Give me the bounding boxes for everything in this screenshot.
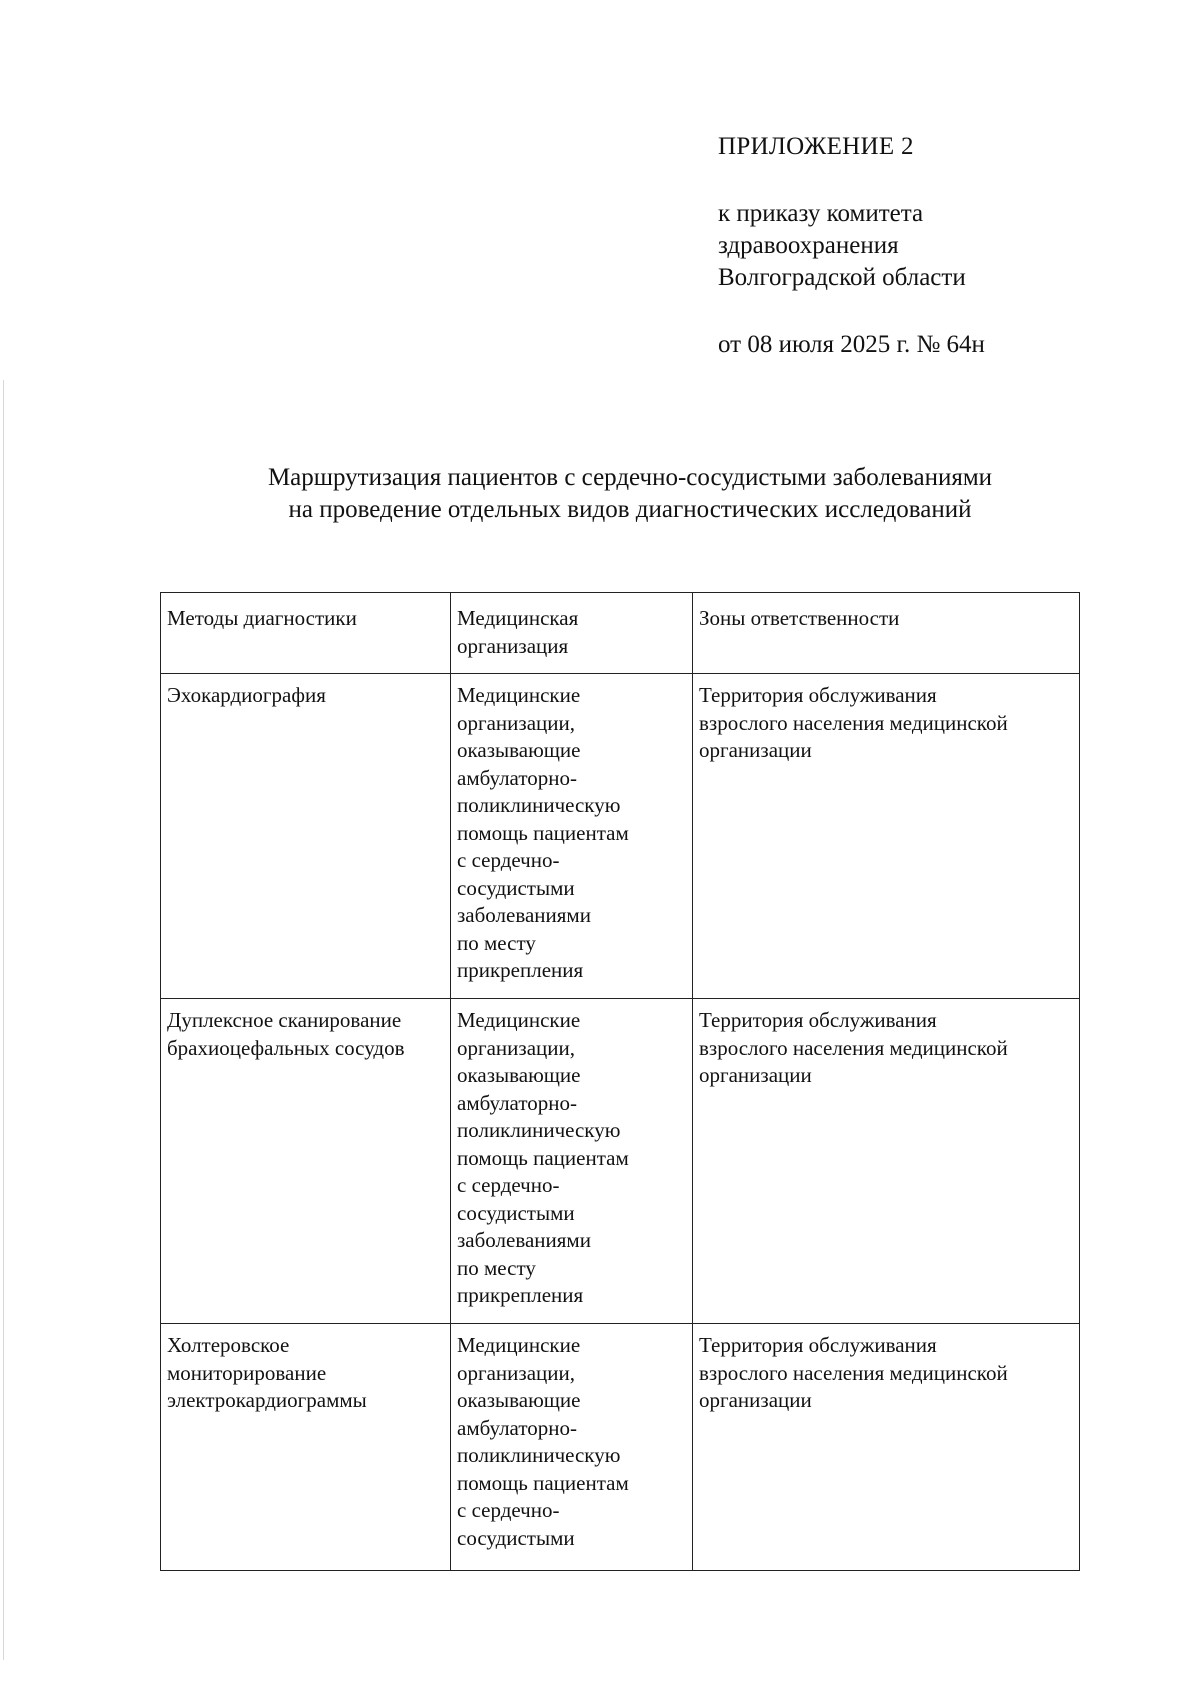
order-reference-line: к приказу комитета	[718, 200, 924, 227]
table-header-row	[161, 593, 1080, 674]
cell-line: Территория обслуживания	[699, 1333, 937, 1357]
cell-line: Дуплексное сканирование	[167, 1008, 402, 1032]
cell-line: Медицинские	[457, 1008, 581, 1032]
routing-table	[160, 592, 1080, 1571]
cell-line: амбулаторно-	[457, 765, 577, 790]
cell-line: по месту	[457, 930, 536, 955]
cell-line: Холтеровское	[167, 1333, 290, 1357]
cell-line: Территория обслуживания	[699, 683, 937, 707]
cell-line: взрослого населения медицинской	[699, 1035, 1008, 1060]
cell-line: сосудистыми	[457, 875, 575, 900]
document-title-line: Маршрутизация пациентов с сердечно-сосудистыми заболеваниями	[267, 464, 993, 491]
cell-line: мониторирование	[167, 1360, 327, 1385]
annex-title: ПРИЛОЖЕНИЕ 2	[718, 133, 914, 160]
cell-line: организации,	[457, 710, 575, 735]
cell-method	[161, 999, 451, 1324]
cell-line: организации	[699, 1063, 812, 1087]
table-row	[161, 999, 1080, 1324]
order-reference	[718, 198, 966, 294]
cell-organization	[451, 674, 693, 999]
cell-line: взрослого населения медицинской	[699, 1360, 1008, 1385]
header-line: организация	[457, 633, 569, 658]
cell-line: амбулаторно-	[457, 1415, 577, 1440]
cell-zone	[693, 999, 1080, 1324]
cell-line: оказывающие	[457, 1063, 581, 1087]
cell-line: оказывающие	[457, 738, 581, 762]
cell-zone	[693, 1324, 1080, 1571]
cell-line: с сердечно-	[457, 1498, 560, 1522]
cell-line: заболеваниями	[457, 1228, 591, 1252]
cell-line: электрокардиограммы	[167, 1388, 367, 1412]
cell-line: организации	[699, 1388, 812, 1412]
cell-line: поликлиническую	[457, 1118, 621, 1142]
order-date: от 08 июля 2025 г. № 64н	[718, 331, 985, 358]
cell-organization	[451, 999, 693, 1324]
cell-line: помощь пациентам	[457, 820, 629, 845]
cell-line: сосудистыми	[457, 1200, 575, 1225]
order-reference-line: здравоохранения	[718, 232, 899, 259]
cell-line: амбулаторно-	[457, 1090, 577, 1115]
cell-line: оказывающие	[457, 1388, 581, 1412]
cell-line: организации	[699, 738, 812, 762]
cell-line: брахиоцефальных сосудов	[167, 1035, 405, 1060]
document-title-line: на проведение отдельных видов диагностических исследований	[288, 496, 972, 523]
cell-line: с сердечно-	[457, 1173, 560, 1197]
cell-line: Медицинские	[457, 1333, 581, 1357]
cell-line: Эхокардиография	[167, 683, 326, 707]
table-row	[161, 674, 1080, 999]
order-reference-line: Волгоградской области	[718, 264, 966, 291]
cell-line: сосудистыми	[457, 1525, 575, 1550]
cell-line: организации,	[457, 1360, 575, 1385]
cell-line: взрослого населения медицинской	[699, 710, 1008, 735]
header-line: Зоны ответственности	[699, 606, 900, 630]
cell-line: организации,	[457, 1035, 575, 1060]
cell-line: помощь пациентам	[457, 1470, 629, 1495]
document-title	[170, 462, 1090, 526]
cell-line: с сердечно-	[457, 848, 560, 872]
header-line: Медицинская	[457, 606, 579, 630]
cell-method	[161, 674, 451, 999]
cell-line: поликлиническую	[457, 793, 621, 817]
cell-line: поликлиническую	[457, 1443, 621, 1467]
cell-method	[161, 1324, 451, 1571]
cell-zone	[693, 674, 1080, 999]
cell-line: по месту	[457, 1255, 536, 1280]
scan-margin-line	[3, 380, 4, 1660]
cell-line: заболеваниями	[457, 903, 591, 927]
cell-line: прикрепления	[457, 958, 584, 982]
cell-line: прикрепления	[457, 1283, 584, 1307]
cell-line: Территория обслуживания	[699, 1008, 937, 1032]
header-organization	[451, 593, 693, 674]
header-line: Методы диагностики	[167, 606, 357, 630]
cell-organization	[451, 1324, 693, 1571]
cell-line: помощь пациентам	[457, 1145, 629, 1170]
table-row	[161, 1324, 1080, 1571]
header-zones	[693, 593, 1080, 674]
header-methods	[161, 593, 451, 674]
cell-line: Медицинские	[457, 683, 581, 707]
